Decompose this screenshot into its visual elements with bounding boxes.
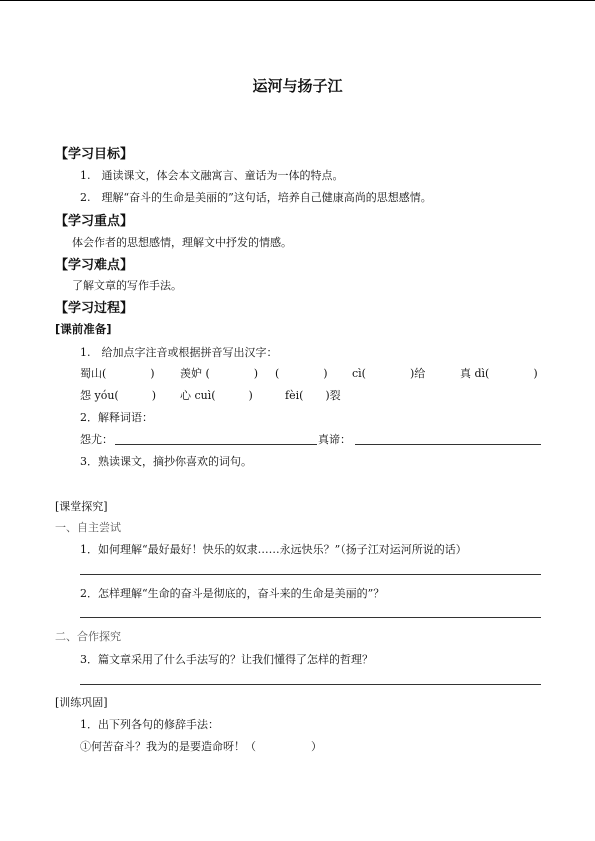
term-label-2: 真谛： [318, 433, 351, 446]
prep-heading: [课前准备] [55, 322, 112, 336]
prep-question-1: 1. 给加点字注音或根据拼音写出汉字： [80, 346, 278, 359]
explore-part-1: 一、自主尝试 [55, 521, 121, 534]
explore-question-1: 1．如何理解“最好最好！快乐的奴隶……永远快乐？”（扬子江对运河所说的话） [80, 543, 467, 556]
focus-text: 体会作者的思想感情，理解文中抒发的情感。 [72, 236, 292, 249]
pinyin-item: fèi( )裂 [285, 389, 341, 402]
prep-question-2: 2．解释词语： [80, 411, 153, 424]
goal-item-1: 1. 通读课文，体会本文融寓言、童话为一体的特点。 [80, 169, 344, 182]
answer-line[interactable] [115, 444, 317, 445]
process-heading: 【学习过程】 [55, 301, 134, 316]
term-label-1: 怨尤： [80, 433, 113, 446]
pinyin-item: 怨 yóu( ) [80, 389, 157, 402]
prep-question-3: 3．熟读课文，摘抄你喜欢的词句。 [80, 455, 252, 468]
answer-line[interactable] [80, 684, 541, 685]
explore-heading: [课堂探究] [55, 500, 108, 513]
answer-line[interactable] [80, 574, 541, 575]
pinyin-item: ( ) [275, 367, 328, 380]
page-title: 运河与扬子江 [252, 77, 343, 95]
difficulty-text: 了解文章的写作手法。 [72, 279, 182, 292]
pinyin-item: 真 dì( ) [460, 367, 538, 380]
practice-heading: [训练巩固] [55, 696, 108, 709]
difficulty-heading: 【学习难点】 [55, 258, 134, 273]
answer-line[interactable] [355, 444, 541, 445]
explore-question-3: 3．篇文章采用了什么手法写的？让我们懂得了怎样的哲理？ [80, 653, 373, 666]
top-rule [0, 0, 595, 1]
practice-question-1: 1．出下列各句的修辞手法： [80, 718, 219, 731]
pinyin-item: cì( )给 [352, 367, 426, 380]
practice-sentence-1: ①何苦奋斗？我为的是要造命呀！（ ） [80, 740, 322, 753]
goals-heading: 【学习目标】 [55, 147, 134, 162]
explore-question-2: 2．怎样理解“生命的奋斗是彻底的，奋斗来的生命是美丽的”？ [80, 587, 385, 600]
pinyin-item: 心 cuì( ) [180, 389, 253, 402]
answer-line[interactable] [80, 617, 541, 618]
pinyin-item: 蜀山( ) [80, 367, 155, 380]
goal-item-2: 2. 理解“奋斗的生命是美丽的”这句话，培养自己健康高尚的思想感情。 [80, 191, 432, 204]
pinyin-item: 羡妒 ( ) [180, 367, 259, 380]
focus-heading: 【学习重点】 [55, 214, 134, 229]
explore-part-2: 二、合作探究 [55, 630, 121, 643]
